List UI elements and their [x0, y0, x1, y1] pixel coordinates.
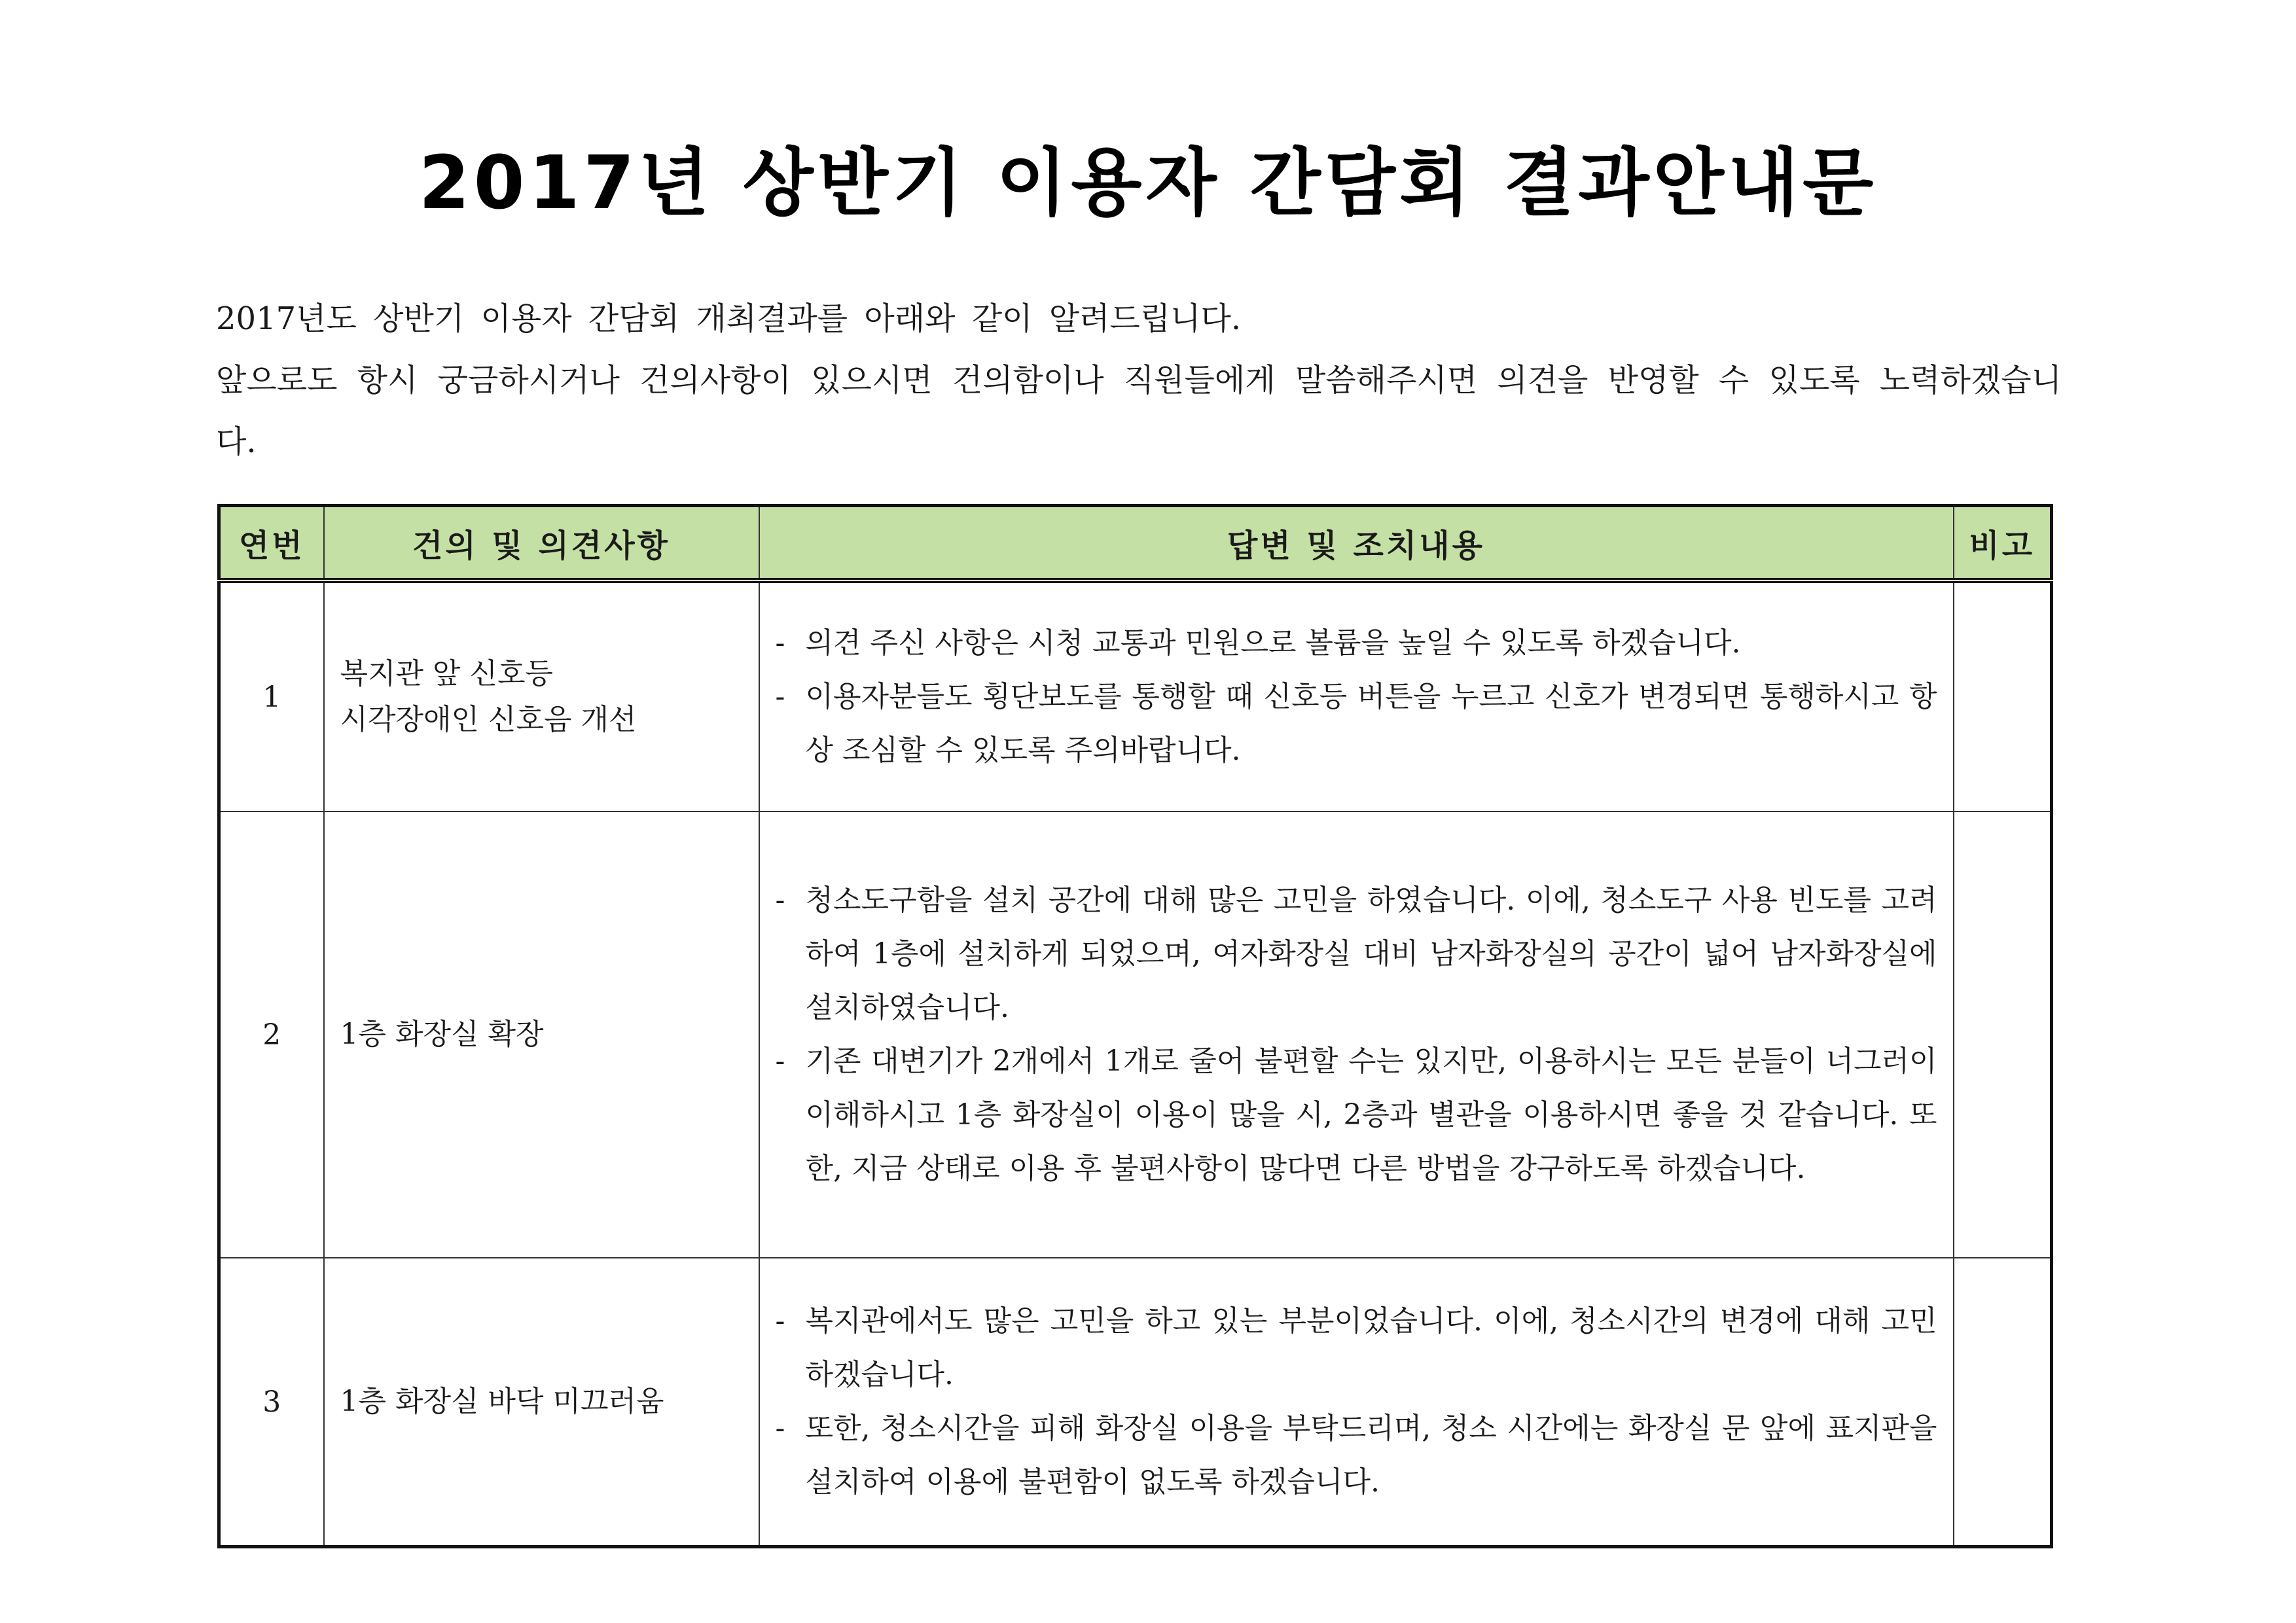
- table-row: [219, 1258, 2052, 1547]
- row-issue: [324, 1258, 759, 1547]
- row-number: 3: [219, 1258, 324, 1547]
- issue-line: 1층 화장실 바닥 미끄러움: [340, 1385, 664, 1418]
- table-header-row: [219, 506, 2052, 581]
- row-answer: [759, 580, 1954, 812]
- result-table: [217, 504, 2053, 1548]
- intro-paragraph: [216, 288, 2062, 473]
- table-row: [219, 812, 2052, 1258]
- header-answer: 답변 및 조치내용: [759, 506, 1954, 581]
- row-note: [1954, 1258, 2052, 1547]
- row-answer: [759, 812, 1954, 1258]
- answer-item: - 또한, 청소시간을 피해 화장실 이용을 부탁드리며, 청소 시간에는 화장실 문 앞에 표지판을 설치하여 이용에 불편함이 없도록 하겠습니다.: [774, 1402, 1937, 1509]
- answer-item: - 청소도구함을 설치 공간에 대해 많은 고민을 하였습니다. 이에, 청소도구 사용 빈도를 고려하여 1층에 설치하게 되었으며, 여자화장실 대비 남자화장실의 공간이 넓어 남자화장실에 설치하였습니다.: [774, 874, 1937, 1035]
- row-note: [1954, 580, 2052, 812]
- row-number: 2: [219, 812, 324, 1258]
- row-note: [1954, 812, 2052, 1258]
- answer-item: - 의견 주신 사항은 시청 교통과 민원으로 볼륨을 높일 수 있도록 하겠습니다.: [774, 616, 1937, 670]
- header-issue: 건의 및 의견사항: [324, 506, 759, 581]
- row-issue: [324, 812, 759, 1258]
- issue-line: 1층 화장실 확장: [340, 1018, 544, 1051]
- table-row: [219, 580, 2052, 812]
- row-issue: [324, 580, 759, 812]
- issue-line: 시각장애인 신호음 개선: [340, 703, 637, 736]
- issue-line: 복지관 앞 신호등: [340, 657, 553, 690]
- header-no: 연번: [219, 506, 324, 581]
- answer-item: - 이용자분들도 횡단보도를 통행할 때 신호등 버튼을 누르고 신호가 변경되면 통행하시고 항상 조심할 수 있도록 주의바랍니다.: [774, 670, 1937, 777]
- answer-item: - 복지관에서도 많은 고민을 하고 있는 부분이었습니다. 이에, 청소시간의 변경에 대해 고민하겠습니다.: [774, 1294, 1937, 1402]
- intro-line-2: 앞으로도 항시 궁금하시거나 건의사항이 있으시면 건의함이나 직원들에게 말씀해주시면 의견을 반영할 수 있도록 노력하겠습니다.: [216, 362, 2062, 460]
- document-title: 2017년 상반기 이용자 간담회 결과안내문: [418, 141, 1878, 226]
- row-number: 1: [219, 580, 324, 812]
- intro-line-1: 2017년도 상반기 이용자 간담회 개최결과를 아래와 같이 알려드립니다.: [216, 300, 1242, 337]
- answer-item: - 기존 대변기가 2개에서 1개로 줄어 불편할 수는 있지만, 이용하시는 모든 분들이 너그러이 이해하시고 1층 화장실이 이용이 많을 시, 2층과 별관을 이용하시면 좋을 것 같습니다. 또한, 지금 상태로 이용 후 불편사항이 많다면 다른 방법을 강구하도록 하겠습니다.: [774, 1035, 1937, 1196]
- row-answer: [759, 1258, 1954, 1547]
- header-note: 비고: [1954, 506, 2052, 581]
